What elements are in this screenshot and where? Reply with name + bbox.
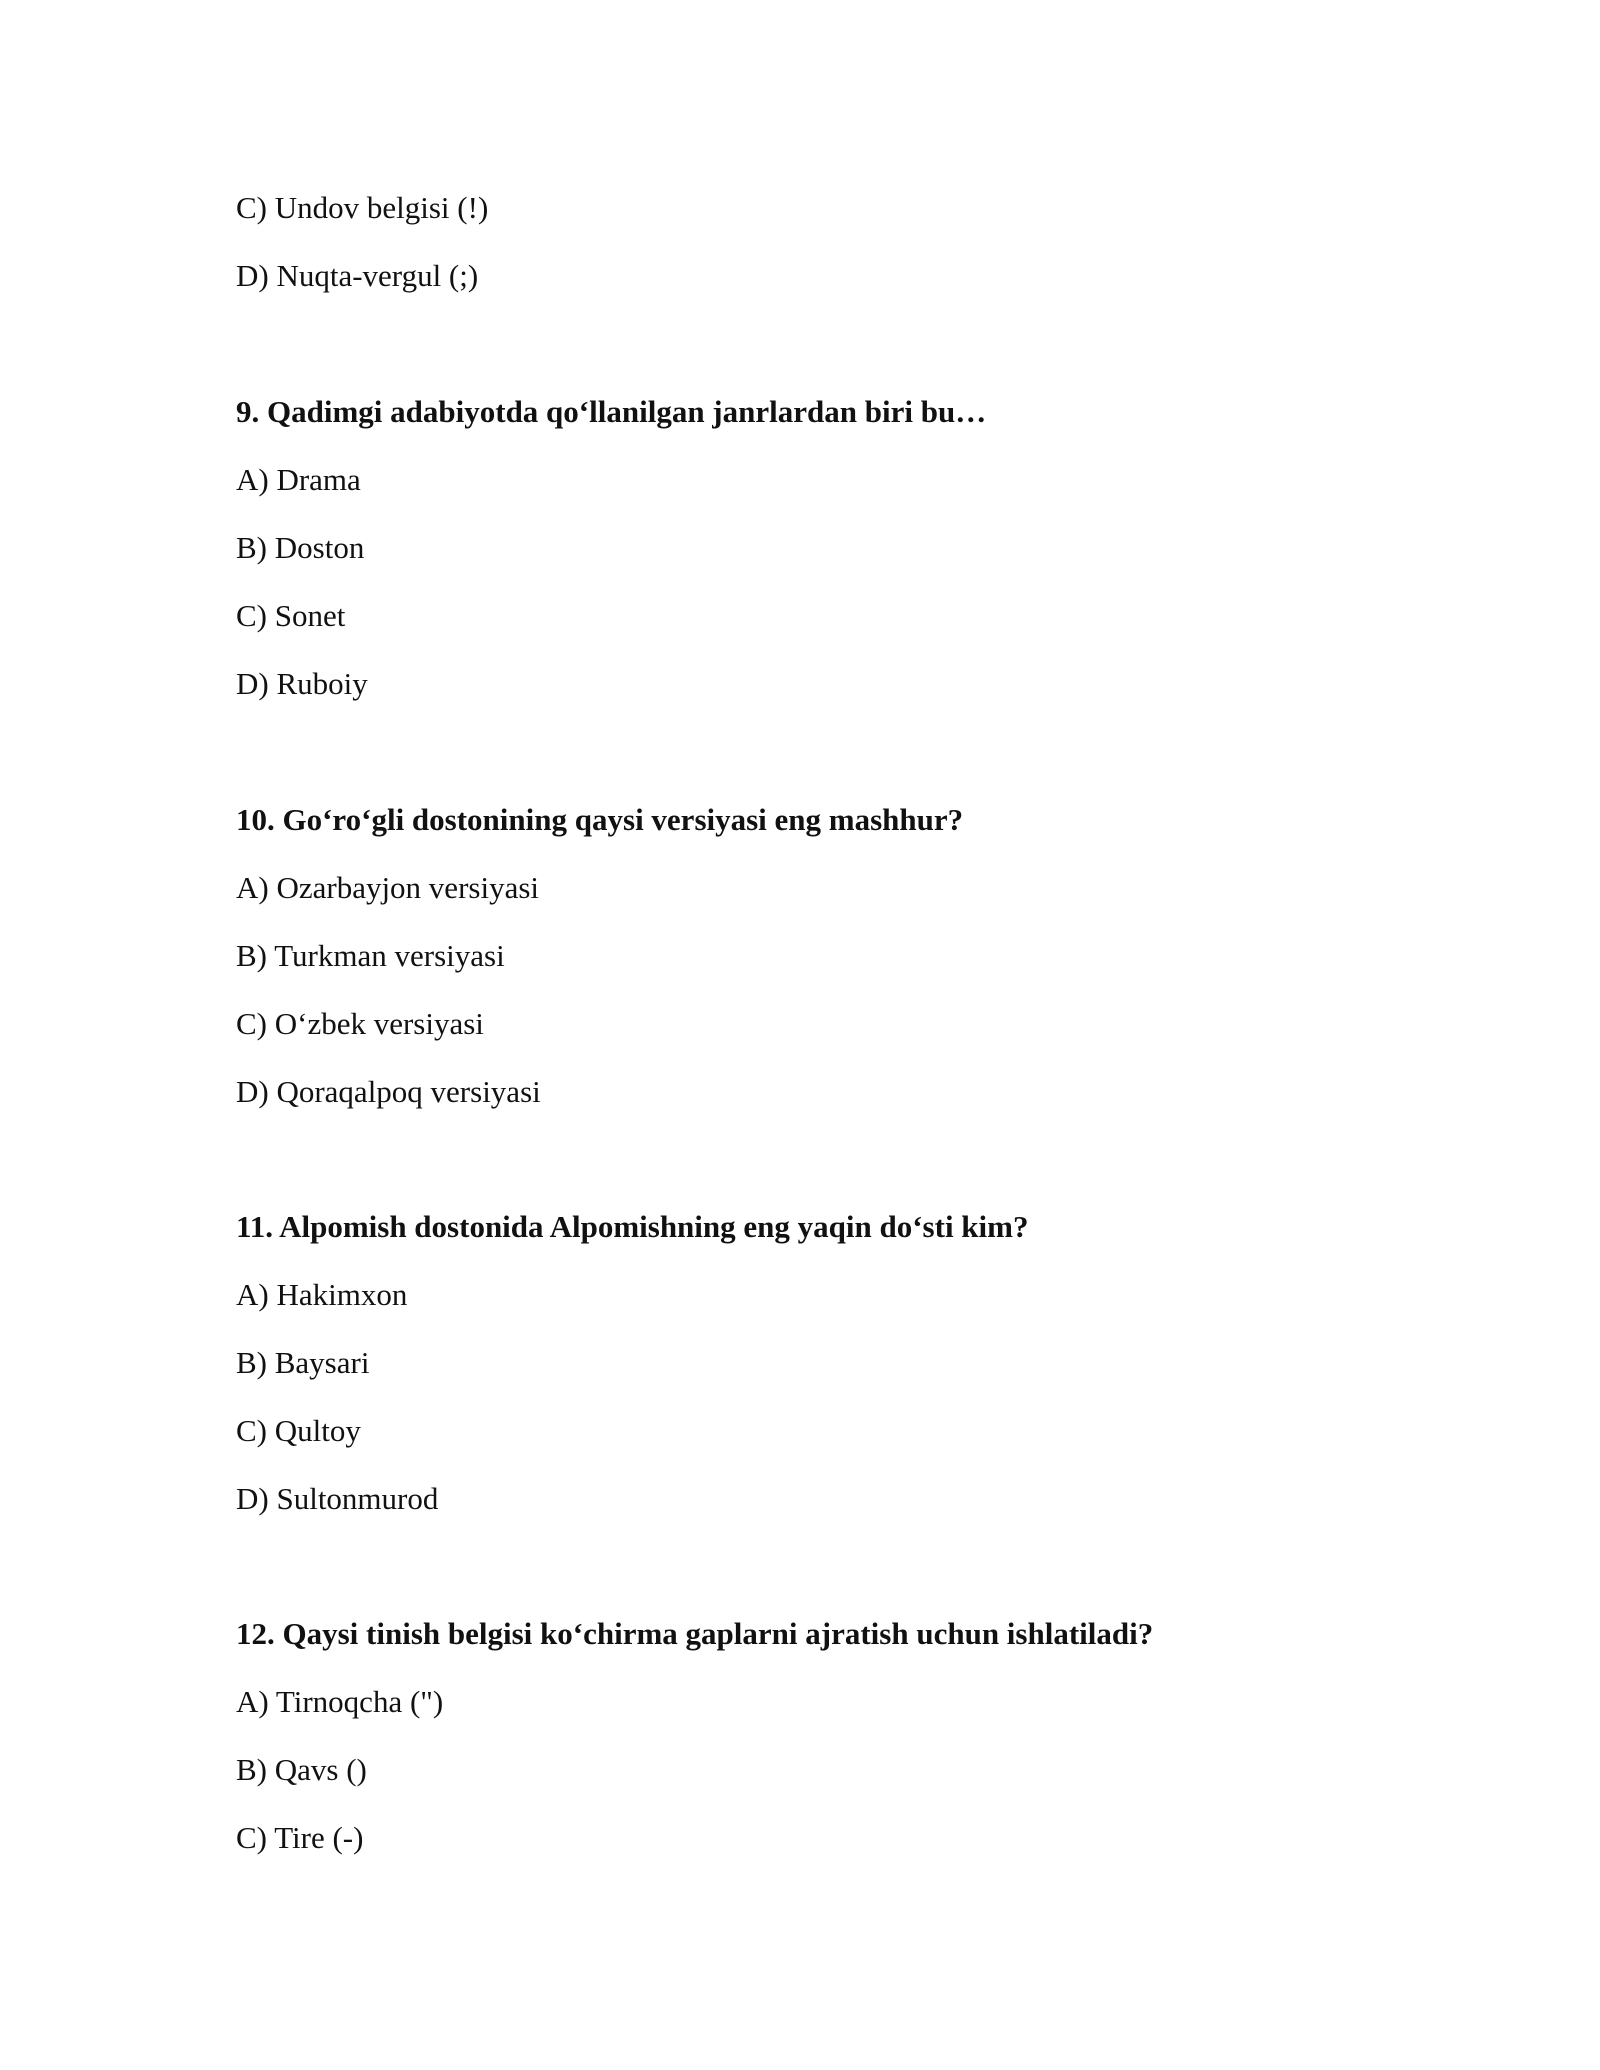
q12-option-b: B) Qavs () [236,1752,367,1787]
q11-option-a: A) Hakimxon [236,1277,408,1312]
q10-option-a: A) Ozarbayjon versiyasi [236,870,540,905]
question-12: 12. Qaysi tinish belgisi ko‘chirma gaplarni ajratish uchun ishlatiladi? [236,1616,1154,1651]
q11-option-c: C) Qultoy [236,1413,361,1448]
q10-option-c: C) O‘zbek versiyasi [236,1006,484,1041]
q11-option-b: B) Baysari [236,1345,370,1380]
q9-option-c: C) Sonet [236,598,346,633]
question-11: 11. Alpomish dostonida Alpomishning eng yaqin do‘sti kim? [236,1209,1029,1244]
option-c-undov: C) Undov belgisi (!) [236,190,489,225]
q12-option-c: C) Tire (-) [236,1820,364,1855]
q9-option-b: B) Doston [236,530,365,565]
q9-option-a: A) Drama [236,462,361,497]
option-d-nuqta-vergul: D) Nuqta-vergul (;) [236,258,479,293]
q10-option-b: B) Turkman versiyasi [236,938,505,973]
q12-option-a: A) Tirnoqcha (") [236,1684,444,1719]
q10-option-d: D) Qoraqalpoq versiyasi [236,1074,541,1109]
question-10: 10. Go‘ro‘gli dostonining qaysi versiyasi eng mashhur? [236,802,964,837]
q11-option-d: D) Sultonmurod [236,1481,439,1516]
q9-option-d: D) Ruboiy [236,666,368,701]
question-9: 9. Qadimgi adabiyotda qo‘llanilgan janrlardan biri bu… [236,394,987,429]
